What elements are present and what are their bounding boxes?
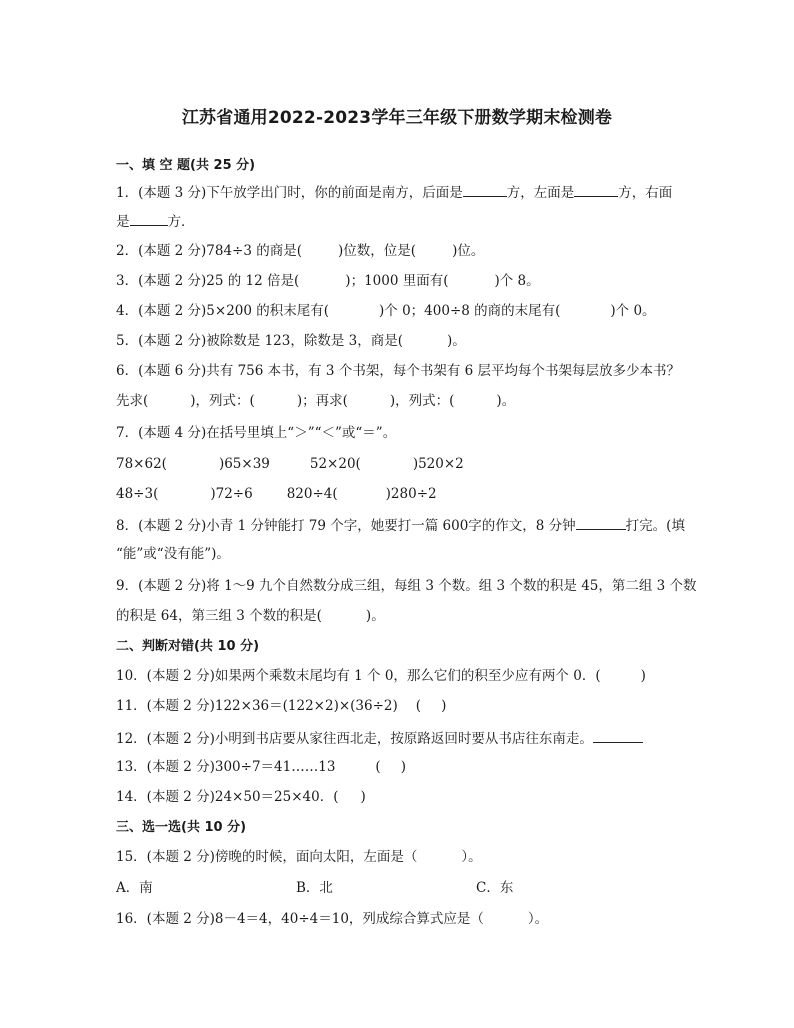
answer-blank[interactable] xyxy=(593,728,643,743)
question-5: 5．(本题 2 分)被除数是 123，除数是 3，商是( )。 xyxy=(116,333,466,349)
question-6-continued: 先求( )，列式：( )；再求( )，列式：( )。 xyxy=(116,393,516,409)
question-3: 3．(本题 2 分)25 的 12 倍是( )；1000 里面有( )个 8。 xyxy=(116,273,540,289)
question-14: 14．(本题 2 分)24×50＝25×40．( ) xyxy=(116,789,366,805)
question-16: 16．(本题 2 分)8－4＝4，40÷4＝10，列成综合算式应是（ ）。 xyxy=(116,911,549,927)
question-1: 1．(本题 3 分)下午放学出门时，你的前面是南方，后面是 方，左面是 方，右面 xyxy=(116,182,672,202)
question-12: 12．(本题 2 分)小明到书店要从家往西北走，按原路返回时要从书店往东南走。 xyxy=(116,728,643,748)
page-title: 江苏省通用2022-2023学年三年级下册数学期末检测卷 xyxy=(181,108,613,128)
question-1-continued: 是 方． xyxy=(116,211,195,231)
question-15-option-b[interactable]: B．北 xyxy=(296,880,333,896)
answer-blank[interactable] xyxy=(130,211,168,226)
question-9-continued: 的积是 64，第三组 3 个数的积是( )。 xyxy=(116,608,385,624)
answer-blank[interactable] xyxy=(463,182,507,197)
section-heading-multiple-choice: 三、选一选(共 10 分) xyxy=(116,820,247,835)
question-13: 13．(本题 2 分)300÷7＝41……13 ( ) xyxy=(116,759,406,775)
section-heading-true-false: 二、判断对错(共 10 分) xyxy=(116,639,260,654)
question-15: 15．(本题 2 分)傍晚的时候，面向太阳，左面是（ ）。 xyxy=(116,849,482,865)
question-11: 11．(本题 2 分)122×36＝(122×2)×(36÷2) ( ) xyxy=(116,698,447,714)
question-7-row-2: 48÷3( )72÷6 820÷4( )280÷2 xyxy=(116,486,437,502)
question-7: 7．(本题 4 分)在括号里填上“＞”“＜”或“＝”。 xyxy=(116,425,397,441)
question-4: 4．(本题 2 分)5×200 的积末尾有( )个 0；400÷8 的商的末尾有( )个 0。 xyxy=(116,303,656,319)
answer-blank[interactable] xyxy=(574,182,618,197)
question-10: 10．(本题 2 分)如果两个乘数末尾均有 1 个 0，那么它们的积至少应有两个 0．( ) xyxy=(116,668,646,684)
question-7-row-1: 78×62( )65×39 52×20( )520×2 xyxy=(116,456,464,472)
section-heading-fill-blank: 一、填 空 题(共 25 分) xyxy=(116,158,256,173)
question-15-option-a[interactable]: A．南 xyxy=(116,880,153,896)
question-15-option-c[interactable]: C．东 xyxy=(476,880,514,896)
question-9: 9．(本题 2 分)将 1～9 九个自然数分成三组，每组 3 个数。组 3 个数的积是 45，第二组 3 个数 xyxy=(116,578,697,594)
question-8-continued: “能”或“没有能”)。 xyxy=(116,546,230,562)
question-6: 6．(本题 6 分)共有 756 本书，有 3 个书架，每个书架有 6 层平均每个书架每层放多少本书？ xyxy=(116,363,680,379)
answer-blank[interactable] xyxy=(576,515,626,530)
question-8: 8．(本题 2 分)小青 1 分钟能打 79 个字，她要打一篇 600字的作文，8 分钟 打完。(填 xyxy=(116,515,685,535)
question-2: 2．(本题 2 分)784÷3 的商是( )位数，位是( )位。 xyxy=(116,243,485,259)
